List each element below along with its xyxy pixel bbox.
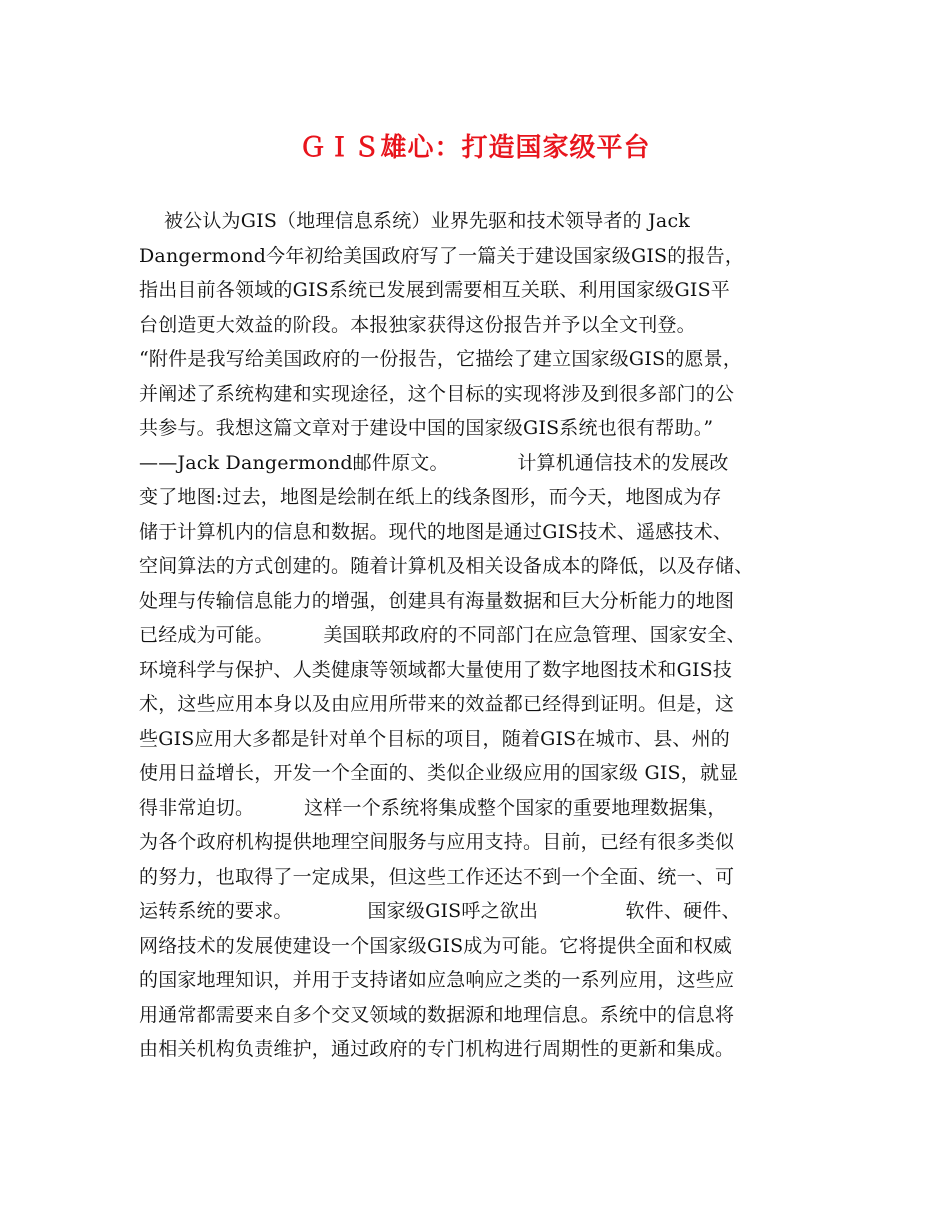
- body-line: 储于计算机内的信息和数据。现代的地图是通过GIS技术、遥感技术、: [139, 520, 733, 543]
- body-line: 为各个政府机构提供地理空间服务与应用支持。目前，已经有很多类似: [139, 831, 735, 853]
- body-line: 的国家地理知识，并用于支持诸如应急响应之类的一系列应用，这些应: [139, 969, 735, 991]
- body-line: 运转系统的要求。 国家级GIS呼之欲出 软件、硬件、: [139, 900, 741, 922]
- body-line: 术，这些应用本身以及由应用所带来的效益都已经得到证明。但是，这: [139, 693, 735, 715]
- body-line: 处理与传输信息能力的增强，创建具有海量数据和巨大分析能力的地图: [139, 589, 735, 612]
- body-line: Dangermond今年初给美国政府写了一篇关于建设国家级GIS的报告，: [139, 244, 745, 267]
- body-line: 环境科学与保护、人类健康等领域都大量使用了数字地图技术和GIS技: [139, 658, 733, 681]
- body-line: 并阐述了系统构建和实现途径，这个目标的实现将涉及到很多部门的公: [139, 382, 735, 405]
- body-line: 被公认为GIS（地理信息系统）业界先驱和技术领导者的 Jack: [139, 210, 690, 232]
- page-title: ＧＩＳ雄心：打造国家级平台: [299, 133, 651, 163]
- body-line: “附件是我写给美国政府的一份报告，它描绘了建立国家级GIS的愿景，: [139, 348, 743, 370]
- body-line: 得非常迫切。 这样一个系统将集成整个国家的重要地理数据集，: [139, 796, 727, 819]
- body-line: 已经成为可能。 美国联邦政府的不同部门在应急管理、国家安全、: [139, 624, 746, 646]
- body-line: 空间算法的方式创建的。随着计算机及相关设备成本的降低，以及存储、: [139, 555, 754, 577]
- article-body: [139, 204, 829, 1067]
- body-line: 台创造更大效益的阶段。本报独家获得这份报告并予以全文刊登。: [139, 313, 696, 336]
- body-line: 指出目前各领域的GIS系统已发展到需要相互关联、利用国家级GIS平: [139, 279, 730, 301]
- body-line: 由相关机构负责维护，通过政府的专门机构进行周期性的更新和集成。: [139, 1038, 735, 1060]
- body-line: 共参与。我想这篇文章对于建设中国的国家级GIS系统也很有帮助。”: [139, 417, 714, 439]
- body-line: 变了地图:过去，地图是绘制在纸上的线条图形，而今天，地图成为存: [139, 486, 722, 508]
- body-line: 的努力，也取得了一定成果，但这些工作还达不到一个全面、统一、可: [139, 865, 735, 888]
- body-line: 些GIS应用大多都是针对单个目标的项目，随着GIS在城市、县、州的: [139, 727, 730, 750]
- body-line: 用通常都需要来自多个交叉领域的数据源和地理信息。系统中的信息将: [139, 1003, 735, 1026]
- body-line: 使用日益增长，开发一个全面的、类似企业级应用的国家级 GIS，就显: [139, 762, 739, 784]
- body-line: 网络技术的发展使建设一个国家级GIS成为可能。它将提供全面和权威: [139, 934, 733, 957]
- body-line: ——Jack Dangermond邮件原文。 计算机通信技术的发展改: [139, 451, 729, 474]
